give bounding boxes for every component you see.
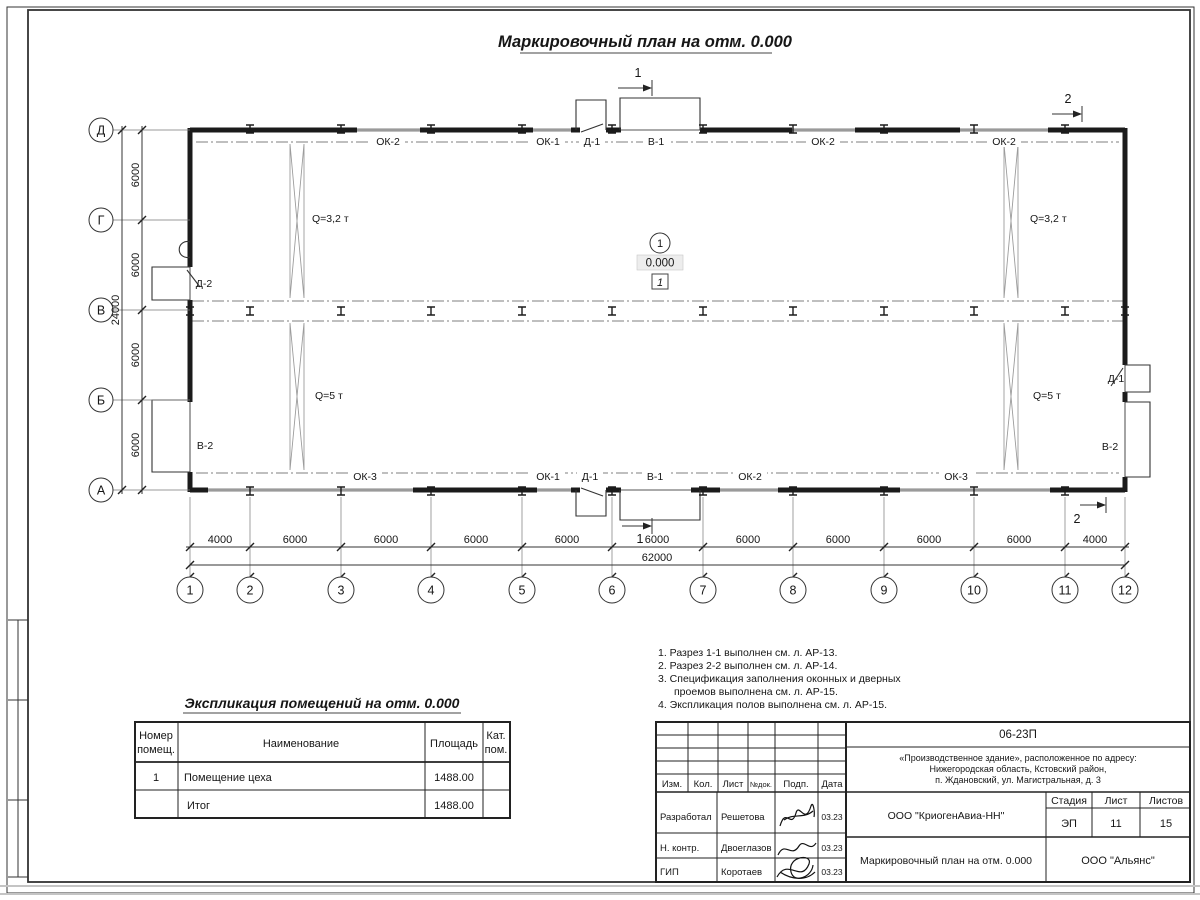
tb-name: Двоеглазов [721, 843, 772, 854]
schedule-title: Экспликация помещений на отм. 0.000 [184, 695, 460, 711]
tb-date: 03.23 [821, 843, 843, 853]
section-mark-2-bottom [1074, 497, 1106, 526]
dimensions-horizontal [186, 497, 1129, 581]
col-axis-label: 5 [518, 583, 526, 598]
opening-label: Д-2 [195, 278, 213, 290]
column-axes [177, 577, 1138, 603]
tb-sheets-value: 15 [1159, 818, 1173, 830]
dim-value: 6000 [373, 534, 399, 546]
dim-value: 4000 [207, 534, 233, 546]
dim-value: 6000 [554, 534, 580, 546]
row-axis-label: Д [96, 123, 106, 138]
tb-stage-label: Стадия [1051, 795, 1087, 807]
row-axis-label: В [96, 303, 106, 318]
section-arrow-icon [643, 85, 652, 92]
tb-sheet-label: Лист [1104, 795, 1128, 807]
row-axis-label: Г [97, 213, 105, 228]
section-mark-1-top [618, 66, 652, 96]
schedule-header: Наименование [262, 738, 340, 750]
dim-total: 24000 [110, 294, 122, 326]
svg-text:1488.00: 1488.00 [434, 800, 474, 812]
dim-value: 4000 [1082, 534, 1108, 546]
dim-value: 6000 [1006, 534, 1032, 546]
note-line: 1. Разрез 1-1 выполнен см. л. АР-13. [658, 647, 838, 659]
svg-text:1: 1 [152, 772, 160, 784]
tb-doc-number: 06-23П [999, 729, 1037, 741]
row-axis-label: Б [96, 393, 106, 408]
tb-date: 03.23 [821, 812, 843, 822]
signature-icon [780, 804, 814, 826]
col-axis-label: 7 [699, 583, 707, 598]
plan-title-text: Маркировочный план на отм. 0.000 [498, 33, 792, 51]
svg-text:Итог: Итог [187, 800, 210, 812]
tb-col-header: Лист [722, 779, 744, 790]
svg-text:Помещение цеха: Помещение цеха [184, 772, 272, 784]
dim-value: 6000 [130, 252, 142, 278]
row-axis-label: А [96, 483, 106, 498]
col-axis-label: 6 [608, 583, 616, 598]
opening-label: В-2 [196, 440, 214, 452]
section-arrow-icon [1073, 111, 1082, 118]
crane-capacity-label: Q=3,2 т [312, 213, 349, 225]
opening-label: В-2 [1101, 441, 1119, 453]
opening-label: ОК-1 [536, 136, 560, 148]
opening-label: ОК-2 [992, 136, 1016, 148]
tb-role: ГИП [660, 867, 679, 878]
schedule-table [135, 695, 510, 818]
opening-label: Д-1 [1107, 373, 1125, 385]
col-axis-label: 8 [789, 583, 797, 598]
tb-sheets-label: Листов [1148, 795, 1184, 807]
section-marks [618, 66, 1106, 546]
opening-label: ОК-2 [811, 136, 835, 148]
col-axis-label: 1 [186, 583, 194, 598]
svg-text:2: 2 [1064, 92, 1072, 106]
crane-rail-symbols [186, 125, 1129, 495]
opening-label: ОК-1 [536, 471, 560, 483]
tb-col-header: Изм. [661, 779, 683, 790]
schedule-header: Номер [139, 730, 173, 742]
col-axis-label: 11 [1058, 583, 1072, 598]
opening-label: ОК-3 [353, 471, 377, 483]
svg-text:2: 2 [1073, 512, 1081, 526]
opening-label: ОК-2 [376, 136, 400, 148]
tb-contractor: ООО "Альянс" [1081, 855, 1155, 867]
note-line: 4. Экспликация полов выполнена см. л. АР-15. [658, 699, 887, 711]
schedule-header: помещ. [137, 744, 175, 756]
col-axis-label: 3 [337, 583, 345, 598]
note-line: проемов выполнена см. л. АР-15. [674, 686, 838, 698]
crane-capacity-label: Q=5 т [315, 390, 343, 402]
tb-drawing-title: Маркировочный план на отм. 0.000 [859, 855, 1033, 867]
schedule-header: Кат. [486, 730, 506, 742]
building-plan [152, 98, 1150, 520]
dim-value: 6000 [282, 534, 308, 546]
wall-labels [196, 135, 1125, 483]
dim-value: 6000 [130, 162, 142, 188]
notes [658, 647, 901, 711]
col-axis-label: 12 [1118, 583, 1132, 598]
col-axis-label: 10 [967, 583, 981, 598]
svg-text:1488.00: 1488.00 [434, 772, 474, 784]
svg-text:1: 1 [636, 532, 644, 546]
opening-label: В-1 [646, 471, 664, 483]
dim-value: 6000 [130, 342, 142, 368]
col-axis-label: 9 [880, 583, 888, 598]
note-line: 3. Спецификация заполнения оконных и дверных [658, 673, 901, 685]
title-block [656, 722, 1190, 882]
dim-total: 62000 [641, 552, 673, 564]
opening-label: ОК-2 [738, 471, 762, 483]
floor-type-number: 1 [656, 277, 664, 289]
tb-object-line: п. Ждановский, ул. Магистральная, д. 3 [935, 775, 1101, 785]
signature-icon [777, 857, 815, 878]
opening-label: ОК-3 [944, 471, 968, 483]
elevation-value: 0.000 [645, 257, 675, 270]
dim-value: 6000 [644, 534, 670, 546]
bracing-crosses [290, 144, 1018, 470]
tb-object-line: «Производственное здание», расположенное по адресу: [899, 753, 1137, 763]
col-axis-label: 4 [427, 583, 435, 598]
tb-col-header: Кол. [693, 779, 713, 790]
tb-col-header: №док. [750, 780, 772, 789]
dim-value: 6000 [735, 534, 761, 546]
room-marker [637, 233, 683, 289]
section-arrow-icon [643, 523, 652, 530]
tb-company: ООО "КриогенАвиа-НН" [887, 810, 1005, 822]
dim-value: 6000 [825, 534, 851, 546]
tb-col-header: Дата [821, 779, 843, 790]
tb-sheet-value: 11 [1110, 818, 1122, 830]
signature-icon [778, 843, 816, 855]
opening-label: Д-1 [581, 471, 599, 483]
tb-name: Решетова [721, 812, 765, 823]
note-line: 2. Разрез 2-2 выполнен см. л. АР-14. [658, 660, 838, 672]
dim-value: 6000 [463, 534, 489, 546]
tb-date: 03.23 [821, 867, 843, 877]
section-mark-2-top [1052, 92, 1082, 122]
schedule-row [187, 800, 474, 812]
schedule-header: Площадь [430, 738, 478, 750]
tb-stage-value: ЭП [1061, 818, 1077, 830]
col-axis-label: 2 [246, 583, 254, 598]
section-arrow-icon [1097, 502, 1106, 509]
dim-value: 6000 [130, 432, 142, 458]
tb-object-line: Нижегородская область, Кстовский район, [929, 764, 1107, 774]
plan-title [498, 33, 793, 53]
schedule-row [153, 772, 474, 784]
svg-text:1: 1 [634, 66, 642, 80]
opening-label: В-1 [647, 136, 665, 148]
dim-value: 6000 [916, 534, 942, 546]
tb-role: Разработал [660, 812, 712, 823]
crane-capacity-label: Q=3,2 т [1030, 213, 1067, 225]
schedule-header: пом. [484, 744, 508, 756]
tb-col-header: Подп. [783, 779, 809, 790]
room-number: 1 [656, 238, 664, 250]
opening-label: Д-1 [583, 136, 601, 148]
crane-capacity-label: Q=5 т [1033, 390, 1061, 402]
tb-name: Коротаев [721, 867, 763, 878]
porches [152, 98, 1150, 520]
tb-role: Н. контр. [660, 843, 700, 854]
